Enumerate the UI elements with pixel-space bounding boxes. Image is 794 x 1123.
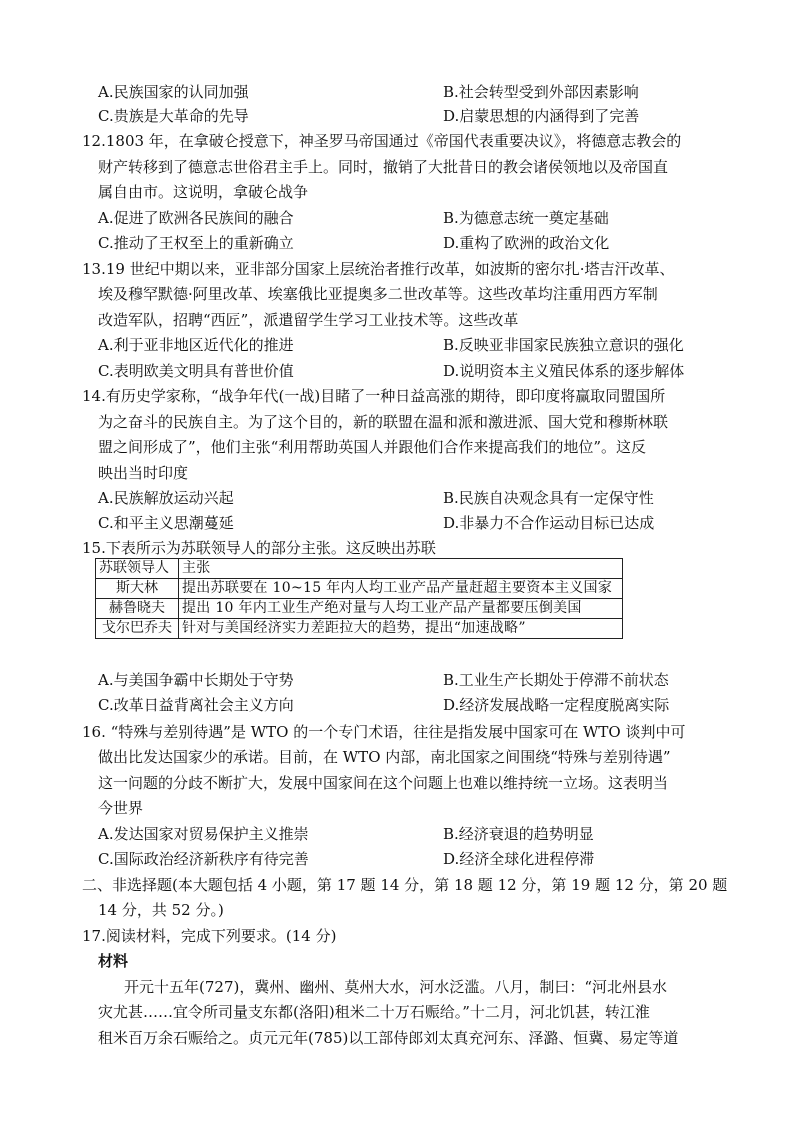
table-cell-claim: 针对与美国经济实力差距拉大的趋势，提出“加速战略”: [179, 619, 623, 639]
table-row: [96, 579, 623, 599]
table-row: [96, 599, 623, 619]
q14-option-a: A.民族解放运动兴起: [98, 489, 234, 507]
q11-option-b: B.社会转型受到外部因素影响: [443, 83, 639, 101]
q16-option-b: B.经济衰退的趋势明显: [443, 825, 594, 843]
q13-option-c: C.表明欧美文明具有普世价值: [98, 362, 294, 380]
q13-stem-line-3: 改造军队，招聘“西匠”，派遣留学生学习工业技术等。这些改革: [98, 311, 519, 329]
table-header-row: [96, 559, 623, 579]
q12-option-a: A.促进了欧洲各民族间的融合: [98, 209, 294, 227]
q12-option-c: C.推动了王权至上的重新确立: [98, 234, 294, 252]
q12-option-b: B.为德意志统一奠定基础: [443, 209, 609, 227]
table-header-leader: 苏联领导人: [96, 559, 179, 579]
q14-stem-line-4: 映出当时印度: [98, 464, 189, 482]
table-row: [96, 619, 623, 639]
q13-option-b: B.反映亚非国家民族独立意识的强化: [443, 336, 684, 354]
q11-option-c: C.贵族是大革命的先导: [98, 107, 249, 125]
q14-stem-line-1: 14.有历史学家称，“战争年代(一战)目睹了一种日益高涨的期待，即印度将赢取同盟国所: [82, 387, 666, 405]
q11-option-d: D.启蒙思想的内涵得到了完善: [443, 107, 640, 125]
q16-option-d: D.经济全球化进程停滞: [443, 850, 595, 868]
q17-material-line-3: 租米百万余石赈给之。贞元元年(785)以工部侍郎刘太真充河东、泽潞、恒冀、易定等道: [98, 1029, 679, 1047]
table-cell-leader: 戈尔巴乔夫: [96, 619, 179, 639]
q15-stem: 15.下表所示为苏联领导人的部分主张。这反映出苏联: [82, 539, 436, 557]
q12-stem-line-3: 属自由市。这说明，拿破仑战争: [98, 183, 309, 201]
section-2-heading-line-1: 二、非选择题(本大题包括 4 小题，第 17 题 14 分，第 18 题 12 分，第 19 题 12 分，第 20 题: [82, 876, 728, 894]
q15-option-c: C.改革日益背离社会主义方向: [98, 696, 294, 714]
q11-option-a: A.民族国家的认同加强: [98, 83, 249, 101]
q15-leader-table: [95, 558, 623, 639]
q16-stem-line-1: 16. “特殊与差别待遇”是 WTO 的一个专门术语，往往是指发展中国家可在 WTO 谈判中可: [82, 723, 686, 741]
table-cell-claim: 提出 10 年内工业生产绝对量与人均工业产品产量都要压倒美国: [179, 599, 623, 619]
q16-option-c: C.国际政治经济新秩序有待完善: [98, 850, 309, 868]
q15-option-d: D.经济发展战略一定程度脱离实际: [443, 696, 670, 714]
q13-option-d: D.说明资本主义殖民体系的逐步解体: [443, 362, 685, 380]
q12-stem-line-2: 财产转移到了德意志世俗君主手上。同时，撤销了大批昔日的教会诸侯领地以及帝国直: [98, 158, 669, 176]
q14-stem-line-3: 盟之间形成了”，他们主张“利用帮助英国人并跟他们合作来提高我们的地位”。这反: [98, 438, 647, 456]
q14-option-c: C.和平主义思潮蔓延: [98, 514, 234, 532]
q14-stem-line-2: 为之奋斗的民族自主。为了这个目的，新的联盟在温和派和激进派、国大党和穆斯林联: [98, 413, 669, 431]
q16-option-a: A.发达国家对贸易保护主义推崇: [98, 825, 309, 843]
table-header-claim: 主张: [179, 559, 623, 579]
table-cell-leader: 赫鲁晓夫: [96, 599, 179, 619]
q17-material-label: 材料: [98, 952, 129, 970]
q15-option-b: B.工业生产长期处于停滞不前状态: [443, 671, 669, 689]
q13-option-a: A.利于亚非地区近代化的推进: [98, 336, 294, 354]
section-2-heading-line-2: 14 分，共 52 分。): [98, 901, 224, 919]
q14-option-d: D.非暴力不合作运动目标已达成: [443, 514, 655, 532]
table-cell-claim: 提出苏联要在 10~15 年内人均工业产品产量赶超主要资本主义国家: [179, 579, 623, 599]
q12-stem-line-1: 12.1803 年，在拿破仑授意下，神圣罗马帝国通过《帝国代表重要决议》，将德意志教会的: [82, 132, 682, 150]
q13-stem-line-1: 13.19 世纪中期以来，亚非部分国家上层统治者推行改革，如波斯的密尔扎·塔吉汗改革、: [82, 260, 675, 278]
q13-stem-line-2: 埃及穆罕默德·阿里改革、埃塞俄比亚提奥多二世改革等。这些改革均注重用西方军制: [98, 285, 658, 303]
q17-stem: 17.阅读材料，完成下列要求。(14 分): [82, 927, 337, 945]
q15-option-a: A.与美国争霸中长期处于守势: [98, 671, 294, 689]
table-cell-leader: 斯大林: [96, 579, 179, 599]
q16-stem-line-3: 这一问题的分歧不断扩大，发展中国家间在这个问题上也难以维持统一立场。这表明当: [98, 774, 669, 792]
q16-stem-line-4: 今世界: [98, 799, 144, 817]
q17-material-line-1: 开元十五年(727)，冀州、幽州、莫州大水，河水泛滥。八月，制曰：“河北州县水: [124, 978, 668, 996]
q17-material-line-2: 灾尤甚……宜令所司量支东都(洛阳)租米二十万石赈给。”十二月，河北饥甚，转江淮: [98, 1003, 650, 1021]
q14-option-b: B.民族自决观念具有一定保守性: [443, 489, 654, 507]
q12-option-d: D.重构了欧洲的政治文化: [443, 234, 610, 252]
q16-stem-line-2: 做出比发达国家少的承诺。目前，在 WTO 内部，南北国家之间围绕“特殊与差别待遇”: [98, 748, 671, 766]
